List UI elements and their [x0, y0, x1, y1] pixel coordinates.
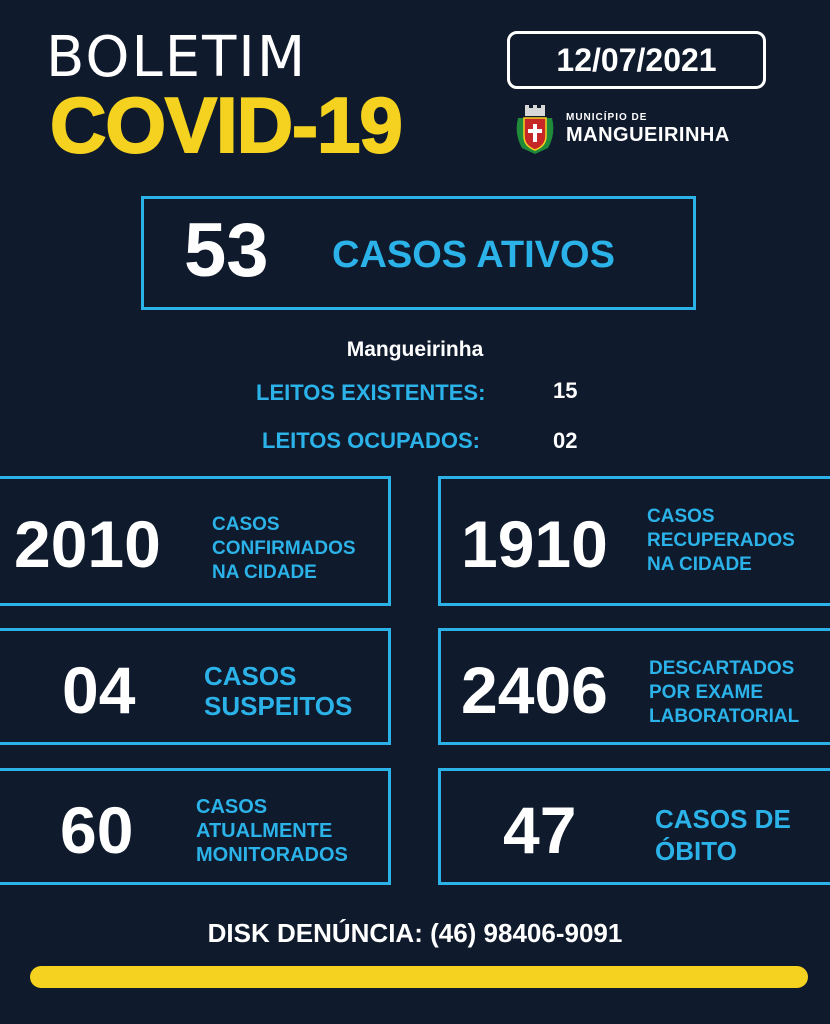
hotline-text: DISK DENÚNCIA: (46) 98406-9091 — [207, 918, 623, 948]
active-cases-box — [141, 196, 696, 310]
card-confirmed — [0, 476, 391, 606]
active-cases-label: CASOS ATIVOS — [332, 234, 615, 276]
card-discarded — [438, 628, 830, 745]
suspected-label: CASOS SUSPEITOS — [204, 661, 353, 721]
title-boletim: BOLETIM — [46, 25, 308, 90]
deaths-value: 47 — [503, 793, 577, 867]
monitored-value: 60 — [60, 793, 134, 867]
coat-of-arms-icon — [512, 104, 558, 156]
municipality-name: MANGUEIRINHA — [566, 124, 730, 146]
footer-yellow-bar — [30, 966, 808, 988]
card-deaths — [438, 768, 830, 885]
municipality-small-label: MUNICÍPIO DE — [566, 112, 648, 123]
card-suspected — [0, 628, 391, 745]
card-monitored — [0, 768, 391, 885]
confirmed-label: CASOS CONFIRMADOS NA CIDADE — [212, 514, 356, 583]
city-name: Mangueirinha — [346, 338, 484, 361]
title-covid: COVID-19 — [50, 81, 402, 169]
active-cases-value: 53 — [184, 208, 269, 293]
discarded-label: DESCARTADOS POR EXAME LABORATORIAL — [649, 658, 800, 727]
discarded-value: 2406 — [461, 653, 608, 727]
beds-occupied-value: 02 — [553, 428, 578, 453]
card-recovered — [438, 476, 830, 606]
monitored-label: CASOS ATUALMENTE MONITORADOS — [196, 796, 348, 866]
beds-existing-value: 15 — [553, 378, 578, 403]
recovered-label: CASOS RECUPERADOS NA CIDADE — [647, 506, 795, 575]
municipality-logo — [512, 104, 772, 156]
recovered-value: 1910 — [461, 507, 608, 581]
beds-existing-label: LEITOS EXISTENTES: — [256, 380, 486, 405]
beds-occupied-label: LEITOS OCUPADOS: — [262, 428, 480, 453]
confirmed-value: 2010 — [14, 507, 161, 581]
deaths-label: CASOS DE ÓBITO — [655, 804, 791, 866]
suspected-value: 04 — [62, 653, 136, 727]
date-badge: 12/07/2021 — [507, 31, 766, 89]
